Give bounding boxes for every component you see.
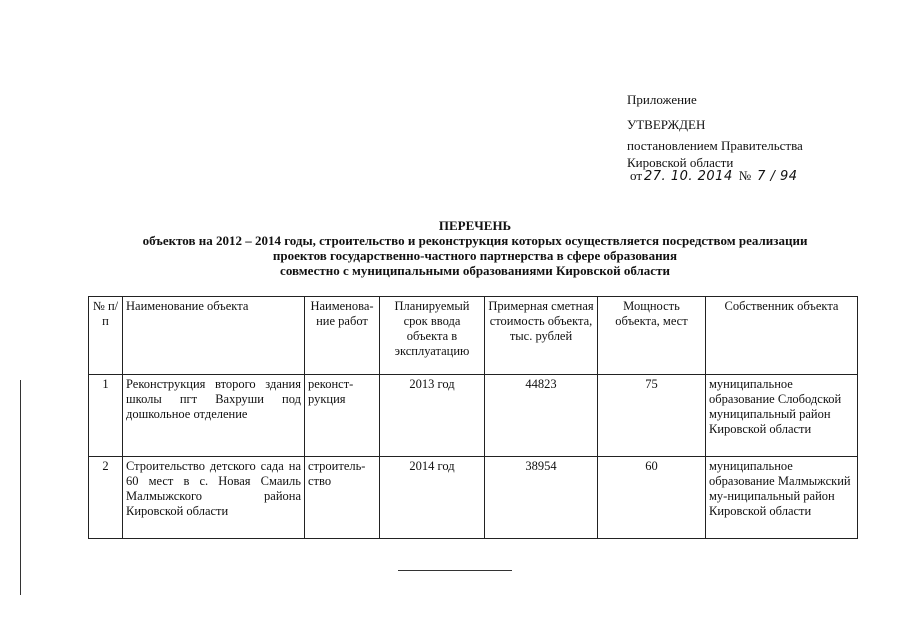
row-capacity: 75 [598,375,706,457]
row-owner: муниципальное образование Малмыжский му-ниципальный район Кировской области [706,457,858,539]
table-row [89,375,858,457]
handwritten-date: 27. 10. 2014 [644,169,733,184]
row-planned-date: 2014 год [380,457,485,539]
handwritten-number: 7 / 94 [757,169,798,184]
table-header-row [89,297,858,375]
row-object-name: Строительство детского сада на 60 мест в с. Новая Смаиль Малмыжского района Кировской области [123,457,305,539]
header-capacity: Мощность объекта, мест [598,297,706,375]
title-line-1: объектов на 2012 – 2014 годы, строительство и реконструкция которых осуществляется посредством реализации [142,233,808,248]
row-work-type: реконст-рукция [305,375,380,457]
resolution-date-line [630,168,798,184]
header-object-name: Наименование объекта [123,297,305,375]
document-title-block [90,218,860,278]
resolution-line-2: Кировской области [627,155,734,170]
row-number: 1 [89,375,123,457]
appendix-label: Приложение [627,92,697,107]
scan-edge-line [20,380,21,595]
table-row [89,457,858,539]
header-planned-date: Планируемый срок ввода объекта в эксплуатацию [380,297,485,375]
number-prefix: № [738,168,752,183]
title-line-2: проектов государственно-частного партнерства в сфере образования [272,248,678,263]
header-estimated-cost: Примерная сметная стоимость объекта, тыс. рублей [485,297,598,375]
objects-table [88,296,858,539]
row-estimated-cost: 44823 [485,375,598,457]
row-number: 2 [89,457,123,539]
date-prefix: от [630,168,643,183]
approved-label: УТВЕРЖДЕН [627,117,706,132]
header-work-type: Наименова-ние работ [305,297,380,375]
row-object-name: Реконструкция второго здания школы пгт Вахруши под дошкольное отделение [123,375,305,457]
end-divider [398,570,512,571]
row-planned-date: 2013 год [380,375,485,457]
document-heading: ПЕРЕЧЕНЬ [438,218,512,233]
row-work-type: строитель-ство [305,457,380,539]
row-capacity: 60 [598,457,706,539]
row-estimated-cost: 38954 [485,457,598,539]
header-number: № п/п [89,297,123,375]
row-owner: муниципальное образование Слободской муниципальный район Кировской области [706,375,858,457]
title-line-3: совместно с муниципальными образованиями Кировской области [280,263,670,278]
header-owner: Собственник объекта [706,297,858,375]
resolution-line-1: постановлением Правительства [627,138,803,153]
